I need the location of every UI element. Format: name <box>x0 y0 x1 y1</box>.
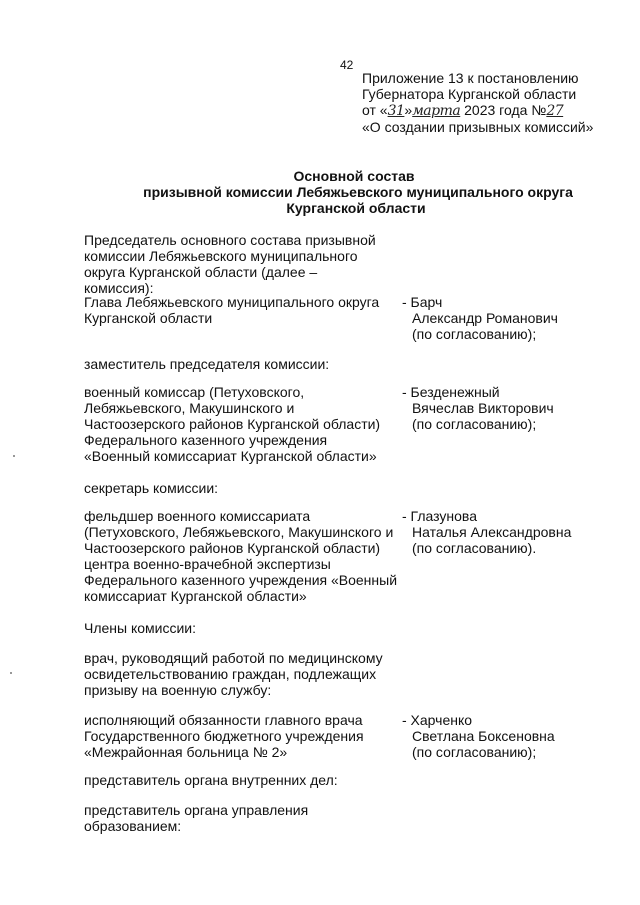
deputy-surname: - Безденежный <box>402 384 500 400</box>
document-title <box>0 168 640 216</box>
appendix-line-4: «О создании призывных комиссий» <box>362 119 594 135</box>
secretary-given-names: Наталья Александровна <box>412 524 572 540</box>
date-prefix: от « <box>362 102 388 118</box>
doctor-name <box>402 712 555 760</box>
title-line-2: призывной комиссии Лебяжьевского муниципального округа <box>143 184 573 200</box>
title-line-3: Курганской области <box>286 200 426 216</box>
doctor-heading: врач, руководящий работой по медицинскому освидетельствованию граждан, подлежащих призыву на военную службу: <box>84 650 383 698</box>
secretary-position: фельдшер военного комиссариата (Петуховского, Лебяжьевского, Макушинского и Частоозерского районов Курганской области) центра военно-врачебной экспертизы Федерального казенного учреждения «Военный комиссариат Курганской области» <box>84 508 398 604</box>
chairman-surname: - Барч <box>402 294 443 310</box>
date-quote: » <box>404 102 413 118</box>
secretary-surname: - Глазунова <box>402 508 477 524</box>
doctor-given-names: Светлана Боксеновна <box>412 728 555 744</box>
handwritten-month: марта <box>412 103 461 119</box>
police-heading: представитель органа внутренних дел: <box>84 772 338 788</box>
deputy-name <box>402 384 554 432</box>
education-heading: представитель органа управления образованием: <box>84 802 309 834</box>
deputy-given-names: Вячеслав Викторович <box>412 400 554 416</box>
date-year: 2023 года № <box>460 102 547 118</box>
scan-speck <box>10 672 12 674</box>
handwritten-day: 31 <box>387 103 405 119</box>
doctor-position: исполняющий обязанности главного врача Государственного бюджетного учреждения «Межрайонная больница № 2» <box>84 712 364 760</box>
chairman-position: Глава Лебяжьевского муниципального округа Курганской области <box>84 294 380 326</box>
deputy-heading: заместитель председателя комиссии: <box>84 356 330 372</box>
chairman-given-names: Александр Романович <box>412 310 558 326</box>
secretary-heading: секретарь комиссии: <box>84 480 219 496</box>
secretary-name <box>402 508 571 556</box>
appendix-line-2: Губернатора Курганской области <box>362 86 577 102</box>
chairman-name <box>402 294 558 342</box>
scan-speck <box>13 455 15 457</box>
appendix-line-1: Приложение 13 к постановлению <box>362 70 579 86</box>
deputy-position: военный комиссар (Петуховского, Лебяжьевского, Макушинского и Частоозерского районов Курганской области) Федерального казенного учреждения «Военный комиссариат Курганской области» <box>84 384 381 464</box>
page-number: 42 <box>340 58 354 72</box>
chairman-consent: (по согласованию); <box>412 326 537 342</box>
handwritten-number: 27 <box>546 103 564 119</box>
chairman-heading: Председатель основного состава призывной комиссии Лебяжьевского муниципального округа Курганской области (далее – комиссия): <box>84 232 376 296</box>
appendix-line-3 <box>362 102 593 119</box>
members-heading: Члены комиссии: <box>84 620 197 636</box>
title-line-1: Основной состав <box>293 168 415 184</box>
appendix-header <box>362 70 593 135</box>
secretary-consent: (по согласованию). <box>412 540 537 556</box>
doctor-surname: - Харченко <box>402 712 473 728</box>
deputy-consent: (по согласованию); <box>412 416 537 432</box>
doctor-consent: (по согласованию); <box>412 744 537 760</box>
